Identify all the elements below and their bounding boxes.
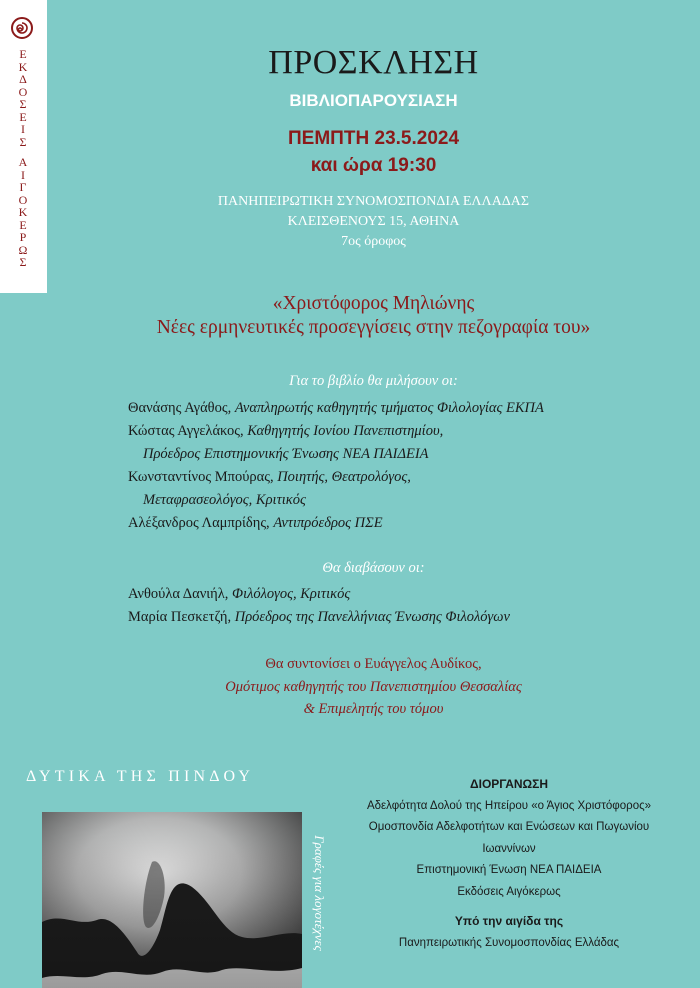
speaker-item-cont: Πρόεδρος Επιστημονικής Ένωσης ΝΕΑ ΠΑΙΔΕΙΑ [143, 446, 429, 462]
speaker-item: Κώστας Αγγελάκος, Καθηγητής Ιονίου Πανεπιστημίου, [128, 423, 444, 439]
book-title [47, 292, 700, 340]
speakers-list [128, 397, 544, 535]
moderator-role: Ομότιμος καθηγητής του Πανεπιστημίου Θεσσαλίας [225, 678, 522, 695]
publisher-word: Ε Κ Δ Ο Σ Ε Ι Σ [18, 47, 28, 149]
speaker-item: Κωνσταντίνος Μπούρας, Ποιητής, Θεατρολόγος, [128, 469, 411, 485]
readers-heading: Θα διαβάσουν οι: [322, 560, 425, 576]
organizer-item: Επιστημονική Ένωση ΝΕΑ ΠΑΙΔΕΙΑ [416, 864, 602, 876]
cover-artwork [42, 802, 302, 988]
event-time: και ώρα 19:30 [310, 155, 437, 176]
event-type: ΒΙΒΛΙΟΠΑΡΟΥΣΙΑΣΗ [289, 91, 458, 110]
aegis-value: Πανηπειρωτικής Συνομοσπονδίας Ελλάδας [398, 936, 620, 949]
venue-block [47, 192, 700, 252]
book-title-line1: «Χριστόφορος Μηλιώνης [272, 293, 475, 314]
cover-title: ΔΥΤΙΚΑ ΤΗΣ ΠΙΝΔΟΥ [26, 768, 255, 785]
publisher-vertical-text [10, 48, 36, 269]
speakers-heading: Για το βιβλίο θα μιλήσουν οι: [289, 373, 458, 389]
reader-item: Μαρία Πεσκετζή, Πρόεδρος της Πανελλήνιας Ένωσης Φιλολόγων [128, 609, 510, 625]
speaker-item: Αλέξανδρος Λαμπρίδης, Αντιπρόεδρος ΠΣΕ [128, 515, 383, 531]
moderator-name: Θα συντονίσει ο Ευάγγελος Αυδίκος, [265, 656, 482, 672]
venue-floor: 7ος όροφος [341, 234, 406, 249]
organizer-item: Εκδόσεις Αιγόκερως [457, 885, 561, 898]
speaker-item: Θανάσης Αγάθος, Αναπληρωτής καθηγητής τμήματος Φιλολογίας ΕΚΠΑ [128, 400, 544, 416]
organizer-item: Αδελφότητα Δολού της Ηπείρου «ο Άγιος Χριστόφορος» [366, 799, 652, 812]
reader-item: Ανθούλα Δανιήλ, Φιλόλογος, Κριτικός [128, 586, 351, 602]
organizers-heading: ΔΙΟΡΓΑΝΩΣΗ [469, 777, 549, 791]
readers-list [128, 583, 510, 629]
venue-address: ΚΛΕΙΣΘΕΝΟΥΣ 15, ΑΘΗΝΑ [287, 214, 460, 229]
book-cover [26, 760, 327, 988]
spiral-logo-icon [11, 17, 33, 39]
organizers-block [320, 774, 698, 954]
organizer-item: Ομοσπονδία Αδελφοτήτων και Ενώσεων και Πωγωνίου [368, 821, 650, 833]
cover-subtitle: Γραφές για λογοτέχνες [312, 835, 327, 951]
invitation-title: ΠΡΟΣΚΛΗΣΗ [268, 44, 479, 81]
moderator-block [47, 653, 700, 721]
book-title-line2: Νέες ερμηνευτικές προσεγγίσεις στην πεζογραφία του» [156, 317, 591, 338]
organizer-item: Ιωαννίνων [482, 842, 536, 855]
aegis-heading: Υπό την αιγίδα της [454, 914, 564, 928]
event-date: ΠΕΜΠΤΗ 23.5.2024 [287, 128, 460, 149]
speaker-item-cont: Μεταφρασεολόγος, Κριτικός [143, 492, 306, 508]
venue-name: ΠΑΝΗΠΕΙΡΩΤΙΚΗ ΣΥΝΟΜΟΣΠΟΝΔΙΑ ΕΛΛΑΔΑΣ [217, 194, 530, 209]
publisher-strip [0, 0, 47, 293]
moderator-role2: & Επιμελητής του τόμου [303, 701, 444, 717]
publisher-word: Α Ι Γ Ο Κ Ε Ρ Ω Σ [18, 155, 28, 269]
